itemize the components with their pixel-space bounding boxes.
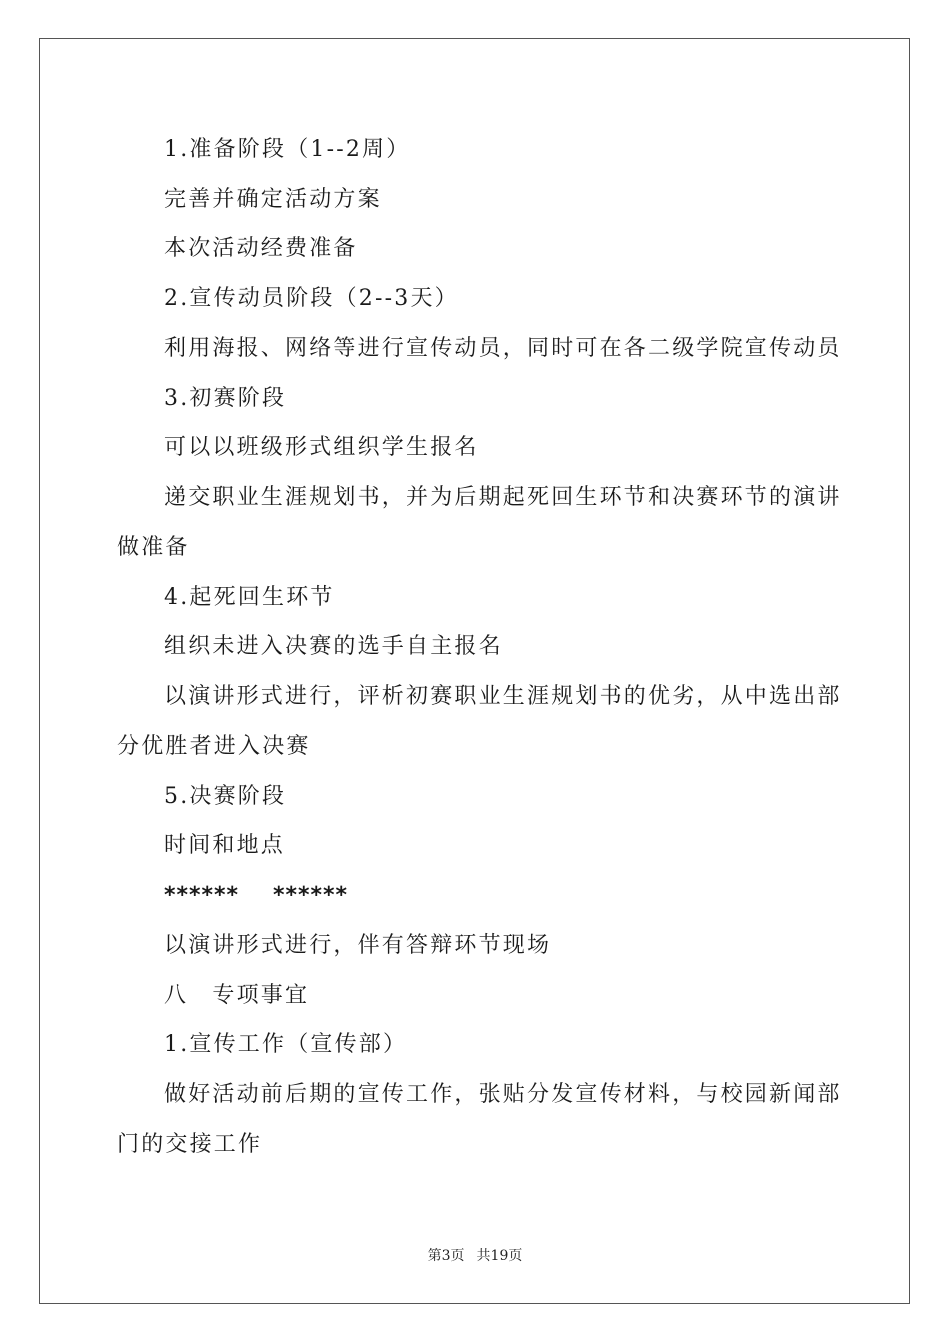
paragraph-revival-speech: 以演讲形式进行，评析初赛职业生涯规划书的优劣，从中选出部 (164, 684, 842, 709)
paragraph-revival-registration: 组织未进入决赛的选手自主报名 (164, 634, 503, 659)
page-footer (0, 1247, 950, 1265)
paragraph-publicity-methods: 利用海报、网络等进行宣传动员，同时可在各二级学院宣传动员 (164, 336, 842, 361)
paragraph-finalize-plan: 完善并确定活动方案 (164, 187, 382, 212)
paragraph-revival-heading: 4.起死回生环节 (164, 585, 335, 610)
paragraph-budget-prep: 本次活动经费准备 (164, 236, 358, 261)
paragraph-publicity-work: 做好活动前后期的宣传工作，张贴分发宣传材料，与校园新闻部 (164, 1082, 842, 1107)
paragraph-final-format: 以演讲形式进行，伴有答辩环节现场 (164, 933, 552, 958)
paragraph-submit-plan: 递交职业生涯规划书，并为后期起死回生环节和决赛环节的演讲 (164, 485, 842, 510)
paragraph-redacted-placeholder (164, 881, 348, 911)
paragraph-revival-speech-continued: 分优胜者进入决赛 (117, 734, 311, 759)
page-total: 共19页 (476, 1248, 523, 1264)
paragraph-final-stage-heading: 5.决赛阶段 (164, 784, 287, 809)
paragraph-submit-plan-continued: 做准备 (117, 535, 190, 560)
paragraph-publicity-work-continued: 门的交接工作 (117, 1132, 263, 1157)
redacted-place: ****** (273, 883, 349, 908)
page-frame (39, 38, 910, 1304)
paragraph-publicity-work-heading: 1.宣传工作（宣传部） (164, 1032, 408, 1057)
paragraph-publicity-stage-heading: 2.宣传动员阶段（2--3天） (164, 286, 459, 311)
section-heading-special-matters: 八 专项事宜 (164, 983, 310, 1008)
paragraph-class-registration: 可以以班级形式组织学生报名 (164, 435, 479, 460)
paragraph-time-place: 时间和地点 (164, 833, 286, 858)
page-number: 第3页 (427, 1248, 465, 1264)
paragraph-prep-stage-heading: 1.准备阶段（1--2周） (164, 137, 411, 162)
paragraph-prelim-stage-heading: 3.初赛阶段 (164, 386, 287, 411)
redacted-time: ****** (164, 883, 240, 908)
